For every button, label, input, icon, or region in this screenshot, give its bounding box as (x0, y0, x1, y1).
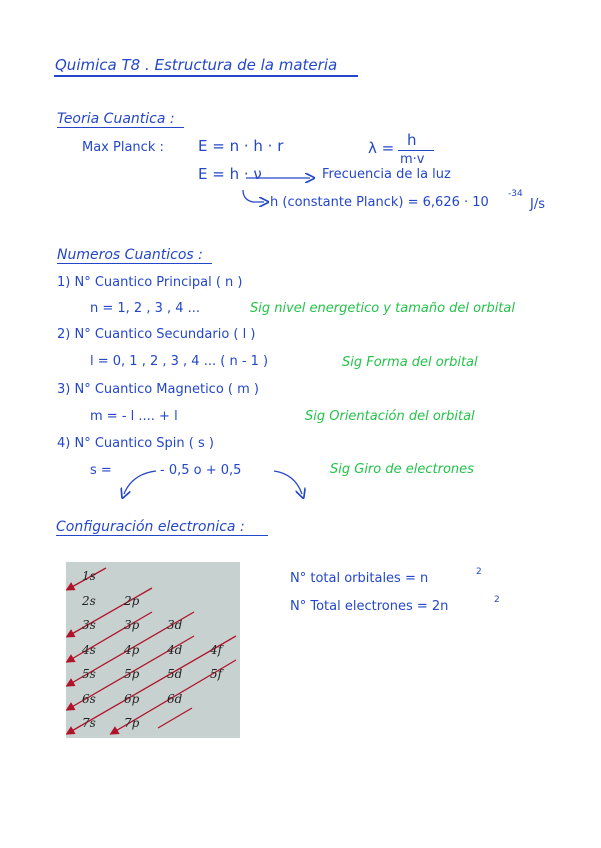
orbital-1s: 1s (82, 569, 96, 583)
orbital-3s: 3s (82, 618, 96, 632)
orbital-5p: 5p (124, 667, 140, 681)
lambda-denominator: m·v (400, 152, 425, 167)
frequency-note: Frecuencia de la luz (322, 167, 451, 182)
orbital-4s: 4s (82, 643, 96, 657)
orbital-2s: 2s (82, 594, 96, 608)
orbital-7s: 7s (82, 716, 96, 730)
aufbau-diagram (66, 562, 240, 738)
lambda-numerator: h (407, 131, 417, 149)
magnetico-label: 3) N° Cuantico Magnetico ( m ) (57, 382, 259, 397)
secundario-label: 2) N° Cuantico Secundario ( l ) (57, 327, 256, 342)
orbital-4d: 4d (167, 643, 183, 657)
planck-constant-unit: J/s (530, 197, 545, 212)
title-underline (54, 75, 358, 77)
spin-down-arrow (124, 471, 156, 494)
spin-meaning: Sig Giro de electrones (330, 462, 474, 477)
orbital-3p: 3p (124, 618, 140, 632)
planck-constant: h (constante Planck) = 6,626 · 10 (270, 195, 489, 210)
magnetico-values: m = - l .... + l (90, 409, 178, 424)
secundario-meaning: Sig Forma del orbital (342, 355, 478, 370)
planck-constant-exponent: -34 (508, 189, 523, 199)
lambda-label: λ = (368, 139, 395, 157)
total-electrones-exponent: 2 (494, 595, 500, 605)
principal-meaning: Sig nivel energetico y tamaño del orbital (250, 301, 515, 316)
principal-label: 1) N° Cuantico Principal ( n ) (57, 275, 243, 290)
orbital-6p: 6p (124, 692, 140, 706)
orbital-5f: 5f (210, 667, 223, 681)
numeros-heading: Numeros Cuanticos : (57, 247, 203, 263)
total-orbitales-exponent: 2 (476, 567, 482, 577)
teoria-heading-underline (57, 127, 184, 128)
config-heading-underline (56, 535, 268, 536)
energy-equation-2: E = h · ν (198, 165, 262, 183)
orbital-3d: 3d (167, 618, 183, 632)
page-title: Quimica T8 . Estructura de la materia (55, 56, 338, 74)
orbital-6d: 6d (167, 692, 183, 706)
planck-label: Max Planck : (82, 140, 164, 155)
secundario-values: l = 0, 1 , 2 , 3 , 4 ... ( n - 1 ) (90, 354, 269, 369)
orbital-2p: 2p (124, 594, 140, 608)
energy-equation-1: E = n · h · r (198, 137, 284, 155)
orbital-6s: 6s (82, 692, 96, 706)
orbital-5d: 5d (167, 667, 183, 681)
planck-constant-arrow (243, 190, 264, 202)
teoria-heading: Teoria Cuantica : (57, 111, 175, 127)
numeros-heading-underline (57, 263, 212, 264)
config-heading: Configuración electronica : (56, 519, 245, 535)
spin-prefix: s = (90, 463, 112, 478)
spin-values: - 0,5 o + 0,5 (160, 463, 242, 478)
total-orbitales: N° total orbitales = n (290, 571, 429, 586)
total-electrones: N° Total electrones = 2n (290, 599, 449, 614)
spin-label: 4) N° Cuantico Spin ( s ) (57, 436, 214, 451)
principal-values: n = 1, 2 , 3 , 4 ... (90, 301, 201, 316)
orbital-7p: 7p (124, 716, 140, 730)
spin-up-arrow (274, 471, 302, 494)
orbital-5s: 5s (82, 667, 96, 681)
diagonal-arrow (158, 708, 192, 728)
orbital-4p: 4p (124, 643, 140, 657)
orbital-4f: 4f (210, 643, 223, 657)
magnetico-meaning: Sig Orientación del orbital (305, 409, 475, 424)
